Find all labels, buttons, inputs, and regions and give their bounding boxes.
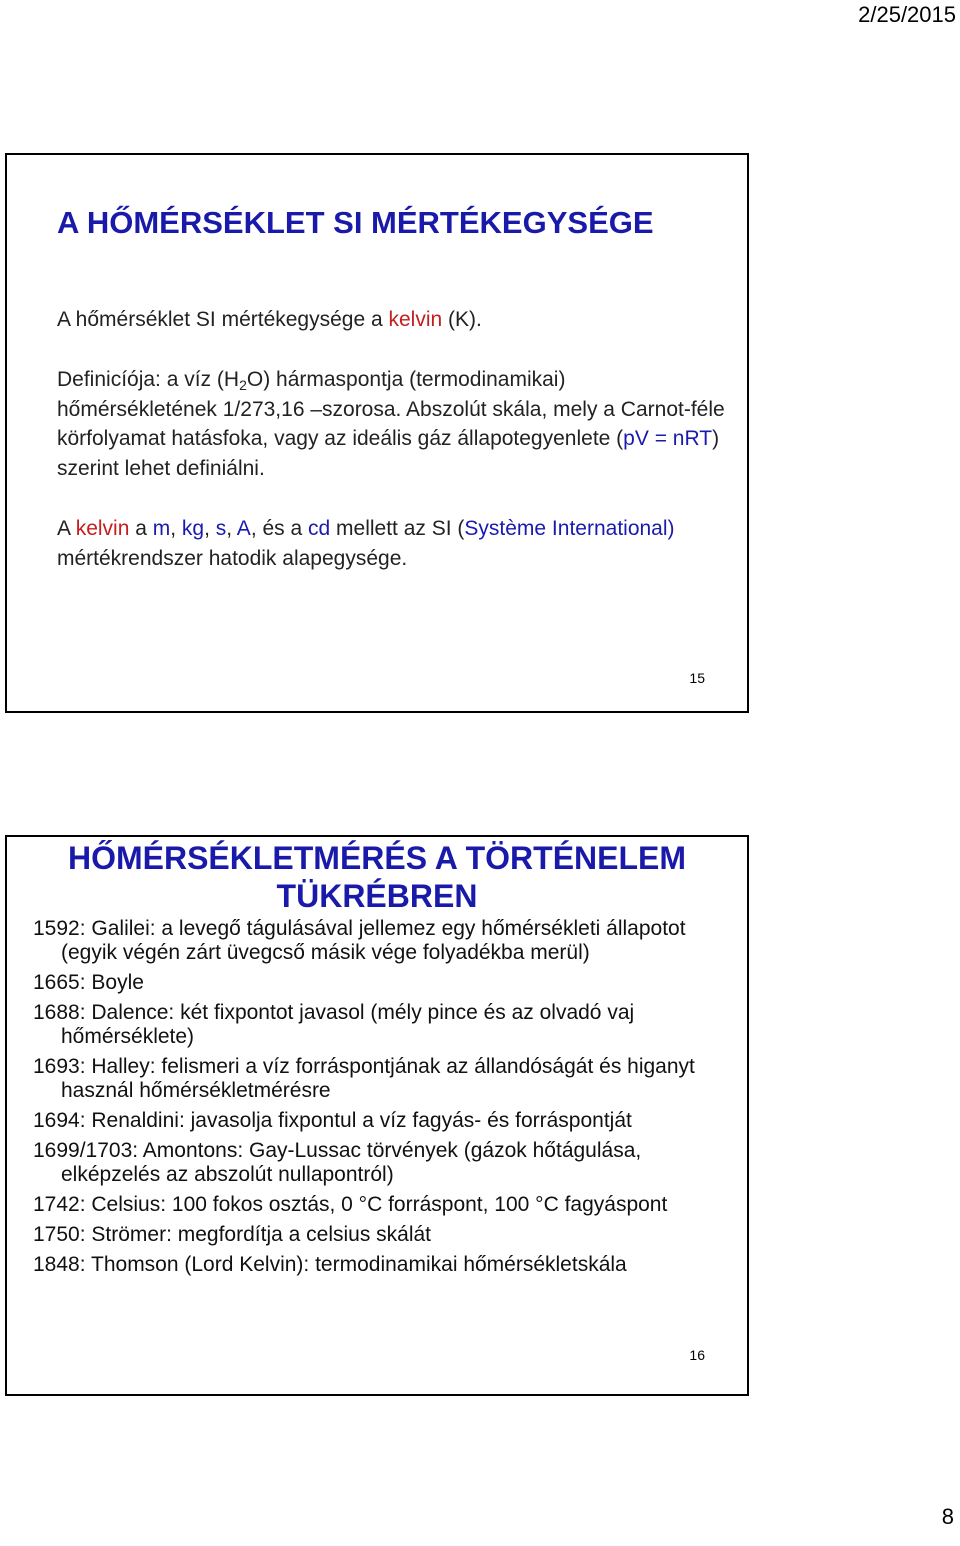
text: mértékrendszer hatodik alapegysége. — [57, 546, 408, 570]
unit-s: s — [215, 517, 227, 540]
text: Definicíója: a víz (H — [57, 368, 240, 391]
list-item: 1592: Galilei: a levegő tágulásával jellemez egy hőmérsékleti állapotot (egyik végén zárt üvegcső másik vége folyadékba merül) — [33, 917, 686, 964]
text: , — [204, 517, 216, 540]
text: , — [226, 517, 237, 540]
text: A hőmérséklet SI mértékegysége a — [57, 308, 389, 331]
unit-a: A — [236, 517, 251, 540]
history-list — [33, 917, 727, 1283]
slide-title: A HŐMÉRSÉKLET SI MÉRTÉKEGYSÉGE — [57, 205, 654, 240]
text: a — [129, 517, 153, 540]
unit-cd: cd — [308, 517, 331, 540]
text: O) hármaspontja (termodinamikai) hőmérsékletének 1/273,16 –szorosa. Abszolút skála, mely a Carnot-féle körfolyamat hatásfoka, vagy az ideális gáz állapotegyenlete ( — [57, 368, 725, 450]
text: mellett az SI ( — [330, 517, 465, 540]
list-item: 1694: Renaldini: javasolja fixpontul a víz fagyás- és forráspontját — [33, 1109, 632, 1132]
list-item: 1750: Strömer: megfordítja a celsius skálát — [33, 1223, 432, 1246]
base-units-paragraph — [57, 514, 727, 573]
slide-title: HŐMÉRSÉKLETMÉRÉS A TÖRTÉNELEM TÜKRÉBREN — [67, 840, 687, 914]
slide-number: 15 — [689, 670, 705, 686]
text: , és a — [250, 517, 309, 540]
page-number: 8 — [941, 1504, 954, 1529]
list-item: 1699/1703: Amontons: Gay-Lussac törvények (gázok hőtágulása, elképzelés az abszolút nullapontról) — [33, 1139, 642, 1186]
unit-kg: kg — [181, 517, 205, 540]
text: , — [170, 517, 182, 540]
list-item: 1693: Halley: felismeri a víz forráspontjának az állandóságát és higanyt használ hőmérsékletmérésre — [33, 1055, 695, 1102]
list-item: 1688: Dalence: két fixpontot javasol (mély pince és az olvadó vaj hőmérséklete) — [33, 1001, 635, 1048]
text: A — [57, 517, 76, 540]
unit-m: m — [152, 517, 171, 540]
list-item: 1742: Celsius: 100 fokos osztás, 0 °C forráspont, 100 °C fagyáspont — [33, 1193, 668, 1216]
slide-number: 16 — [689, 1347, 705, 1363]
text: ) szerint lehet definiálni. — [57, 427, 720, 480]
kelvin-term: kelvin — [388, 308, 443, 331]
list-item: 1848: Thomson (Lord Kelvin): termodinamikai hőmérsékletskála — [33, 1253, 627, 1276]
ideal-gas-formula: pV = nRT — [623, 427, 713, 450]
si-name: Système International) — [464, 517, 675, 540]
slide-15 — [5, 153, 749, 713]
text: (K). — [442, 308, 482, 331]
subscript: 2 — [239, 377, 247, 393]
list-item: 1665: Boyle — [33, 971, 144, 994]
slide-16 — [5, 835, 749, 1396]
kelvin-term: kelvin — [75, 517, 130, 540]
page-date: 2/25/2015 — [858, 2, 956, 27]
definition-paragraph — [57, 365, 727, 483]
si-unit-paragraph — [57, 305, 727, 335]
